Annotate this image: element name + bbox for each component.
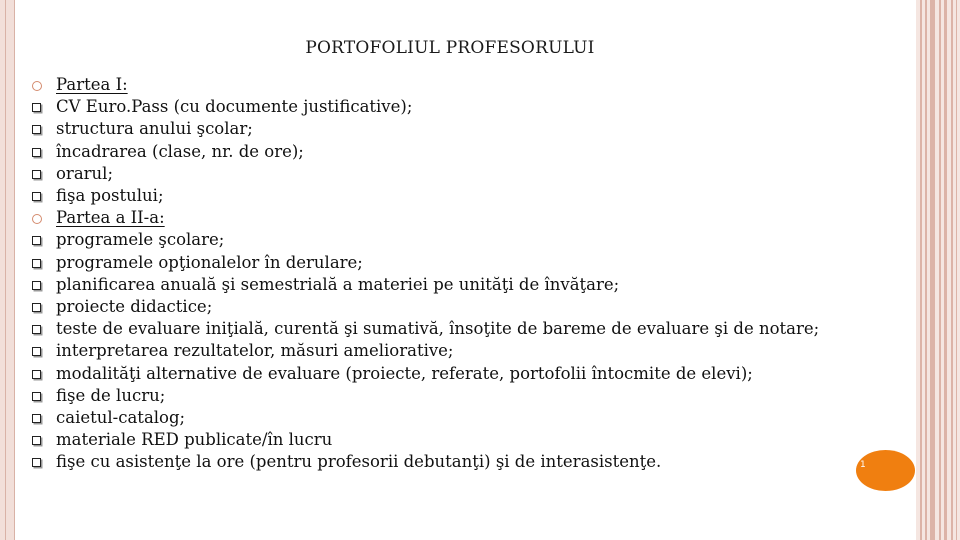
circle-bullet-icon [32, 207, 56, 229]
list-item [32, 340, 890, 362]
square-bullet-icon [32, 118, 56, 140]
circle-bullet-icon [32, 74, 56, 96]
list-item [32, 118, 890, 140]
list-item-text: teste de evaluare iniţială, curentă şi sumativă, însoţite de bareme de evaluare şi de notare; [56, 319, 820, 339]
square-bullet-icon [32, 318, 56, 340]
list-item [32, 252, 890, 274]
square-bullet-icon [32, 451, 56, 473]
list-item-text: Partea I: [56, 75, 128, 94]
square-bullet-icon [32, 429, 56, 451]
list-item-text: fişe cu asistenţe la ore (pentru profesorii debutanţi) şi de interasistenţe. [56, 452, 662, 472]
list-item-text: proiecte didactice; [56, 297, 213, 317]
slide-title: PORTOFOLIUL PROFESORULUI [305, 38, 595, 58]
section-heading-item [32, 74, 890, 96]
list-item [32, 429, 890, 451]
list-item [32, 363, 890, 385]
list-item [32, 451, 890, 473]
list-item-text: CV Euro.Pass (cu documente justificative); [56, 97, 413, 117]
list-item-text: interpretarea rezultatelor, măsuri ameliorative; [56, 341, 454, 361]
list-item-text: materiale RED publicate/în lucru [56, 430, 333, 450]
list-item-text: modalităţi alternative de evaluare (proiecte, referate, portofolii întocmite de elevi); [56, 363, 753, 383]
list-item-text: încadrarea (clase, nr. de ore); [56, 141, 304, 161]
list-item-text: programele şcolare; [56, 230, 225, 250]
square-bullet-icon [32, 229, 56, 251]
square-bullet-icon [32, 141, 56, 163]
list-item-text: orarul; [56, 163, 114, 183]
square-bullet-icon [32, 252, 56, 274]
list-item [32, 407, 890, 429]
list-item [32, 385, 890, 407]
list-item [32, 296, 890, 318]
square-bullet-icon [32, 163, 56, 185]
square-bullet-icon [32, 96, 56, 118]
bullet-list [32, 74, 890, 474]
list-item [32, 229, 890, 251]
section-heading-item [32, 207, 890, 229]
list-item [32, 141, 890, 163]
list-item-text: Partea a II-a: [56, 208, 165, 228]
left-decorative-border [0, 0, 15, 540]
list-item [32, 185, 890, 207]
square-bullet-icon [32, 185, 56, 207]
square-bullet-icon [32, 296, 56, 318]
list-item [32, 96, 890, 118]
list-item-text: structura anului şcolar; [56, 119, 253, 139]
list-item [32, 163, 890, 185]
right-decorative-border [916, 0, 960, 540]
list-item-text: programele opţionalelor în derulare; [56, 252, 363, 272]
list-item-text: planificarea anuală şi semestrială a materiei pe unităţi de învăţare; [56, 274, 620, 294]
list-item-text: fişa postului; [56, 186, 164, 206]
list-item [32, 318, 890, 340]
page-number-badge [856, 450, 915, 491]
square-bullet-icon [32, 274, 56, 296]
square-bullet-icon [32, 407, 56, 429]
list-item-text: caietul-catalog; [56, 408, 186, 428]
list-item [32, 274, 890, 296]
square-bullet-icon [32, 340, 56, 362]
square-bullet-icon [32, 385, 56, 407]
page-number: 1 [860, 460, 866, 470]
square-bullet-icon [32, 363, 56, 385]
list-item-text: fişe de lucru; [56, 385, 166, 405]
